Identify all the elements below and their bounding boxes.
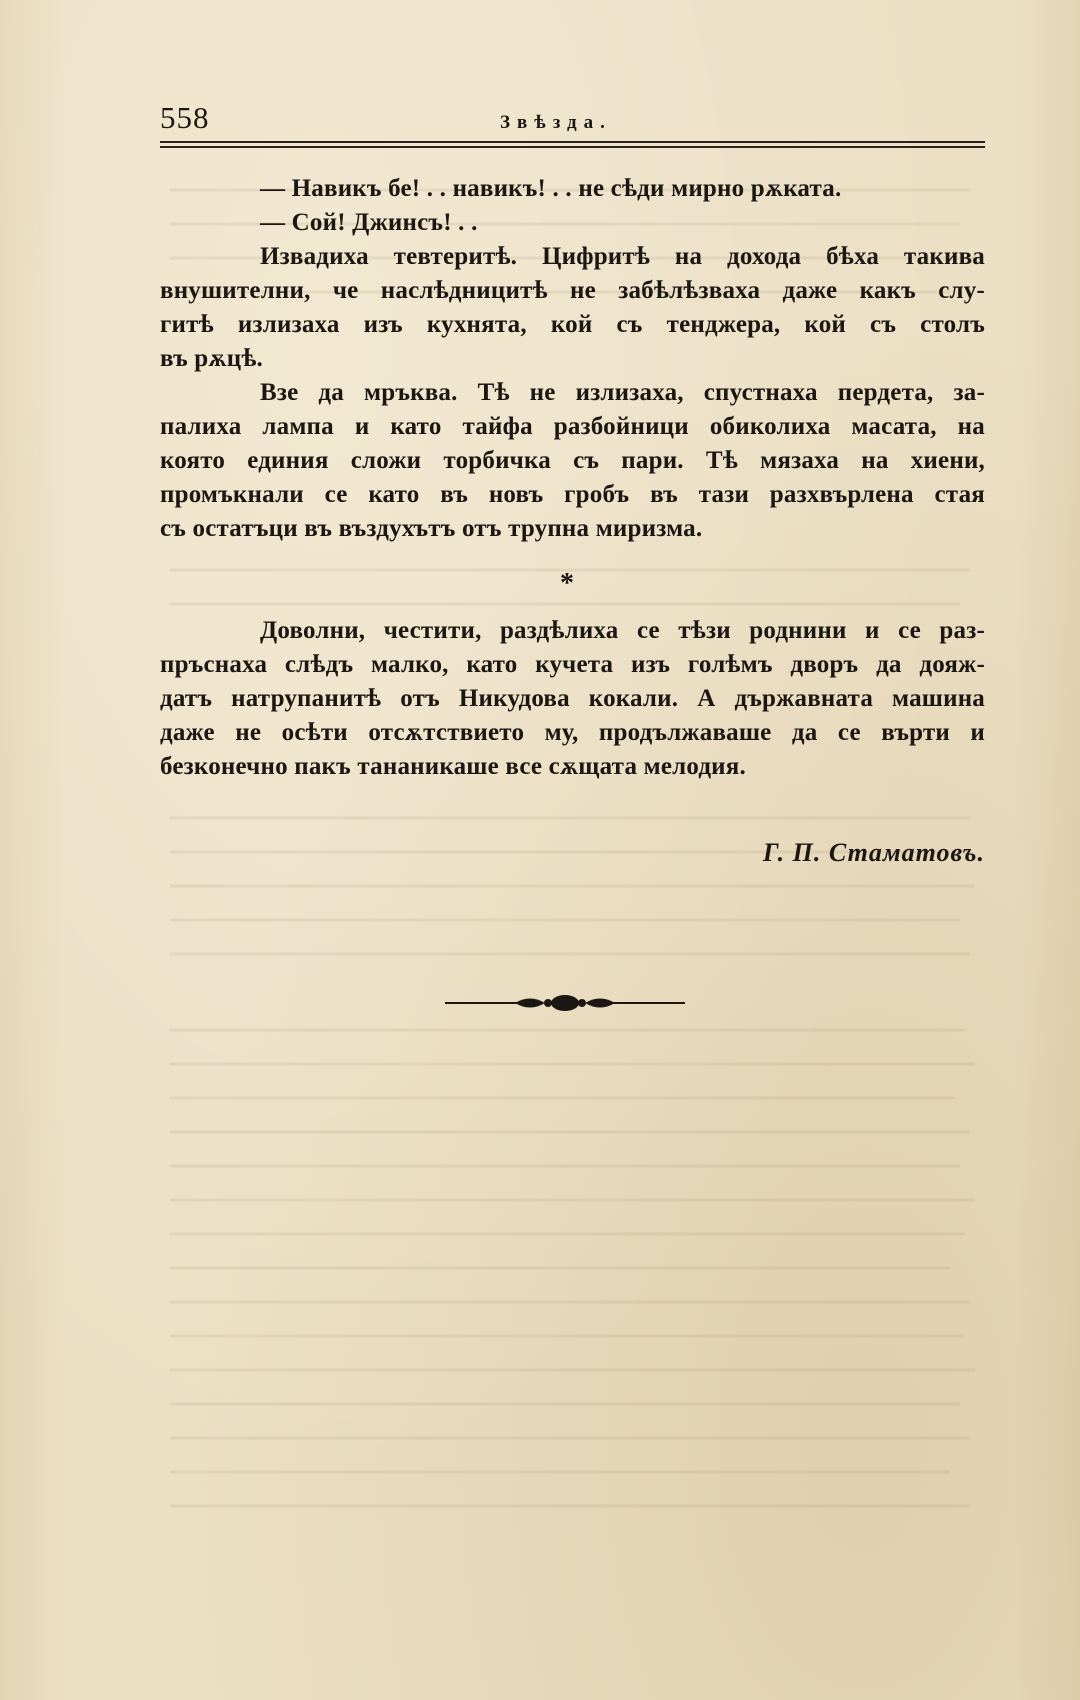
text-line: промъкнали се като въ новъ гробъ въ тази разхвърлена стая: [160, 481, 985, 508]
text-line: — Сой! Джинсъ! . .: [260, 209, 478, 236]
author-signature: Г. П. Стаматовъ.: [762, 838, 985, 867]
ornament-flourish-icon: [445, 990, 685, 1016]
text-line: внушителни, че наслѣдницитѣ не забѣлѣзваха даже какъ слу-: [160, 277, 985, 304]
text-line: безконечно пакъ тананикаше все сѫщата мелодия.: [160, 753, 746, 780]
page-number: 558: [160, 100, 210, 135]
text-line: Извадиха тевтеритѣ. Цифритѣ на дохода бѣха такива: [260, 243, 985, 270]
text-line: която единия сложи торбичка съ пари. Тѣ мязаха на хиени,: [160, 447, 985, 474]
header-rule-bottom: [160, 146, 985, 148]
text-line: пръснаха слѣдъ малко, като кучета изъ голѣмъ дворъ да дояж-: [160, 651, 985, 678]
text-line: гитѣ излизаха изъ кухнята, кой съ тенджера, кой съ столъ: [160, 311, 985, 338]
text-line: — Навикъ бе! . . навикъ! . . не сѣди мирно рѫката.: [260, 175, 842, 202]
end-ornament: [445, 990, 685, 1021]
text-line: даже не осѣти отсѫтствието му, продължаваше да се върти и: [160, 719, 985, 746]
text-line: Доволни, честити, раздѣлиха се тѣзи роднини и се раз-: [260, 617, 985, 644]
article-body: [160, 172, 985, 784]
section-break-asterisk: *: [560, 568, 574, 599]
text-line: палиха лампа и като тайфа разбойници обиколиха масата, на: [160, 413, 985, 440]
text-line: съ остатъци въ въздухътъ отъ трупна миризма.: [160, 515, 703, 542]
page-header: [160, 100, 985, 150]
text-line: Взе да мръква. Тѣ не излизаха, спустнаха пердета, за-: [260, 379, 985, 406]
header-rule-top: [160, 141, 985, 143]
text-line: датъ натрупанитѣ отъ Никудова кокали. А държавната машина: [160, 685, 985, 712]
text-line: въ рѫцѣ.: [160, 345, 263, 372]
running-title: Звѣзда.: [500, 112, 612, 133]
